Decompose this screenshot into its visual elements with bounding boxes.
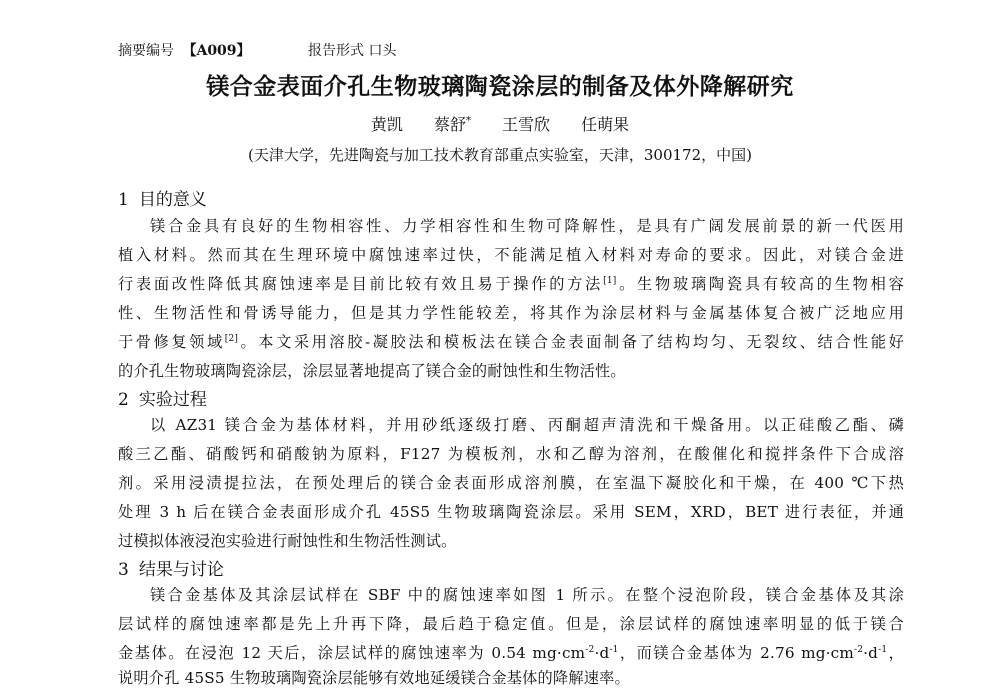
body-line: 行表面改性降低其腐蚀速率是目前比较有效且易于操作的方法[1]。生物玻璃陶瓷具有较高的生物相容 xyxy=(118,275,904,293)
report-format: 报告形式 口头 xyxy=(308,43,397,59)
body-line: 处理 3 h 后在镁合金表面形成介孔 45S5 生物玻璃陶瓷涂层。采用 SEM，XRD，BET 进行表征，并通 xyxy=(118,503,904,521)
section-heading xyxy=(118,385,207,410)
body-line: 过模拟体液浸泡实验进行耐蚀性和生物活性测试。 xyxy=(118,532,457,550)
section-title: 实验过程 xyxy=(138,390,207,410)
section-number: 2 xyxy=(118,390,129,410)
body-line: 说明介孔 45S5 生物玻璃陶瓷涂层能够有效地延缓镁合金基体的降解速率。 xyxy=(118,669,630,687)
author-name: 王雪欣 xyxy=(502,115,551,134)
body-line: 性、生物活性和骨诱导能力，但是其力学性能较差，将其作为涂层材料与金属基体复合被广泛地应用 xyxy=(118,304,904,322)
body-line: 于骨修复领域[2]。本文采用溶胶-凝胶法和模板法在镁合金表面制备了结构均匀、无裂纹、结合性能好 xyxy=(118,333,904,351)
section-heading xyxy=(118,185,207,210)
body-line: 酸三乙酯、硝酸钙和硝酸钠为原料，F127 为模板剂，水和乙醇为溶剂，在酸催化和搅拌条件下合成溶 xyxy=(118,445,904,463)
body-line: 金基体。在浸泡 12 天后，涂层试样的腐蚀速率为 0.54 $mg\cdot cm^{-2}\cdot d^{-1}$，而镁合金基体为 2.76 $mg\cdot cm^{-2}\cdot d^{-1}$， xyxy=(118,644,905,662)
body-line: 以 AZ31 镁合金为基体材料，并用砂纸逐级打磨、丙酮超声清洗和干燥备用。以正硅酸乙酯、磷 xyxy=(150,416,904,434)
section-title: 目的意义 xyxy=(138,190,207,210)
body-line: 镁合金基体及其涂层试样在 SBF 中的腐蚀速率如图 1 所示。在整个浸泡阶段，镁合金基体及其涂 xyxy=(150,586,904,604)
body-line: 镁合金具有良好的生物相容性、力学相容性和生物可降解性，是具有广阔发展前景的新一代医用 xyxy=(150,217,904,235)
corresponding-mark: * xyxy=(465,115,471,127)
body-line: 的介孔生物玻璃陶瓷涂层，涂层显著地提高了镁合金的耐蚀性和生物活性。 xyxy=(118,362,626,380)
section-number: 3 xyxy=(118,560,129,580)
body-line: 层试样的腐蚀速率都是先上升再下降，最后趋于稳定值。但是，涂层试样的腐蚀速率明显的低于镁合 xyxy=(118,615,904,633)
abstract-number-label: 摘要编号 xyxy=(118,43,174,59)
section-number: 1 xyxy=(118,190,129,210)
paper-title: 镁合金表面介孔生物玻璃陶瓷涂层的制备及体外降解研究 xyxy=(206,74,794,100)
section-heading xyxy=(118,555,224,580)
author-name: 任萌果 xyxy=(581,115,630,134)
abstract-number: 【A009】 xyxy=(182,43,251,59)
author-name: 蔡舒* xyxy=(433,115,471,134)
body-line: 剂。采用浸渍提拉法，在预处理后的镁合金表面形成溶剂膜，在室温下凝胶化和干燥，在 400 ℃下热 xyxy=(118,474,904,492)
author-list xyxy=(0,112,1000,135)
body-line: 植入材料。然而其在生理环境中腐蚀速率过快，不能满足植入材料对寿命的要求。因此，对镁合金进 xyxy=(118,246,904,264)
affiliation: (天津大学，先进陶瓷与加工技术教育部重点实验室，天津，300172，中国) xyxy=(248,146,752,164)
abstract-meta xyxy=(118,40,397,60)
author-name: 黄凯 xyxy=(370,115,403,134)
section-title: 结果与讨论 xyxy=(138,560,224,580)
